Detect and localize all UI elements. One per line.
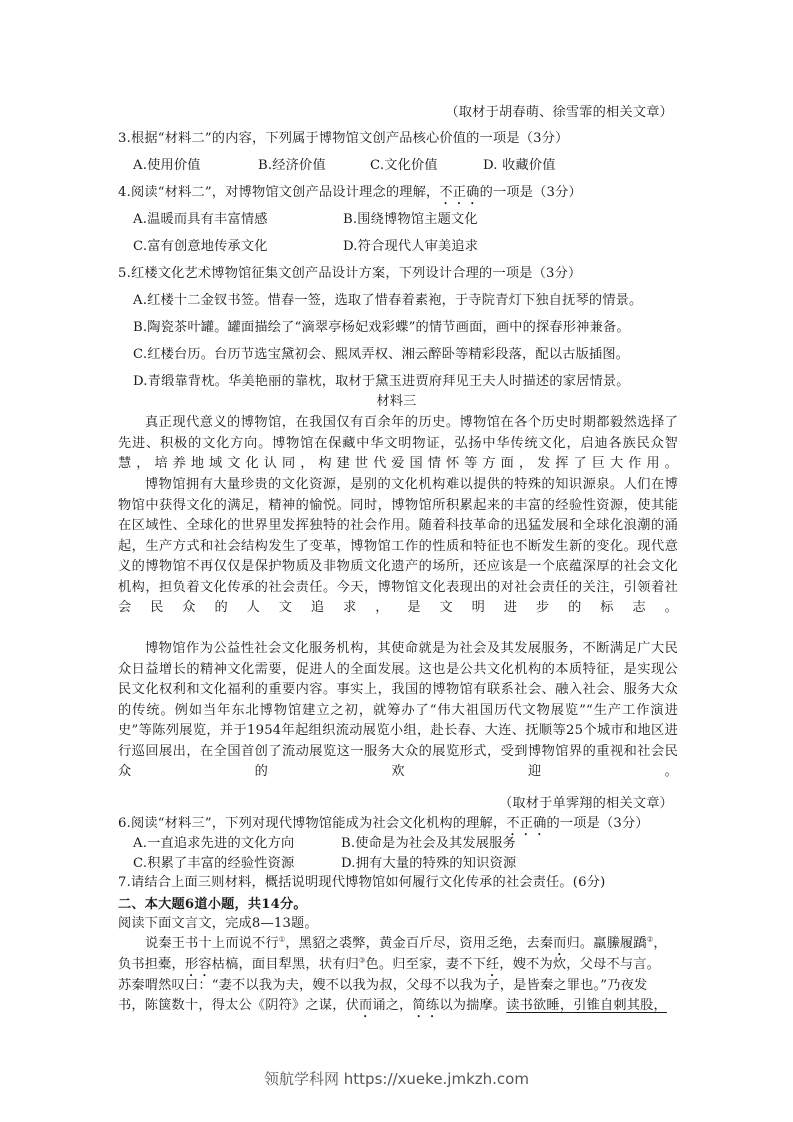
material3-source: （取材于单霁翔的相关文章） <box>498 796 673 811</box>
q5-option-a: A.红楼十二金钗书签。惜春一签，选取了惜春着素袍，于寺院青灯下独自抚琴的情景。 <box>133 293 643 308</box>
classical-text-line-4 <box>118 997 678 1021</box>
question-4-options-row2 <box>133 238 693 256</box>
material2-source: （取材于胡春萌、徐雪霏的相关文章） <box>445 105 673 120</box>
material3-title: 材料三 <box>376 394 417 409</box>
question-5-stem: 5.红楼文化艺术博物馆征集文创产品设计方案，下列设计合理的一项是（3分） <box>118 266 582 281</box>
text: 归。羸縢履蹻 <box>566 936 647 951</box>
q4-option-b: B.围绕博物馆主题文化 <box>343 212 478 227</box>
section-2-instruction: 阅读下面文言文，完成8—13题。 <box>118 916 318 931</box>
footnote-marker-2: ② <box>646 935 654 944</box>
q4-option-d: D.符合现代人审美追求 <box>343 239 479 254</box>
q5-option-c: C.红楼台历。台历节选宝黛初会、熙凤弄权、湘云醉卧等精彩段落，配以古版插图。 <box>133 347 630 362</box>
text: 枯槁，面目犁黑，状有归 <box>211 957 359 972</box>
footer-watermark: 领航学科网 https://xueke.jmkzh.com <box>264 1070 529 1088</box>
q6-option-d: D.拥有大量的特殊的知识资源 <box>341 856 517 871</box>
material3-paragraph-2: 博物馆拥有大量珍贵的文化资源，是别的文化机构难以提供的特殊的知识源泉。人们在博物馆中获得文化的满足，精神的愉悦。同时，博物馆所积累起来的丰富的经验性资源，使其能在区域性、全球化的世界里发挥独特的社会作用。随着科技革命的迅猛发展和全球化浪潮的涌起，生产方式和社会结构发生了变革，博物馆工作的性质和特征也不断发生新的变化。现代意义的博物馆不再仅仅是保护物质及非物质文化遗产的场所，还应该是一个底蕴深厚的社会文化机构，担负着文化传承的社会责任。今天，博物馆文化表现出的对社会责任的关注，引领着社会民众的人文追求，是文明进步的标志。 <box>118 477 678 615</box>
q6-option-b: B.使命是为社会及其发展服务 <box>341 836 516 851</box>
question-4-stem <box>118 184 678 208</box>
classical-text-line-3: 苏秦喟然叹曰：“妻不以我为夫，嫂不以我为叔，父母不以我为子，是皆秦之罪也。”乃夜发 <box>118 978 648 993</box>
question-4-options-row1 <box>133 211 693 229</box>
q3-option-a: A.使用价值 <box>133 158 201 173</box>
q3-option-d: D. 收藏价值 <box>483 158 556 173</box>
q4-stem-emphasis: 不正确 <box>439 185 480 200</box>
question-6-options-row2 <box>133 855 693 873</box>
q6-stem-post: 的一项是（3分） <box>546 816 649 831</box>
text: 以为揣摩。 <box>439 998 507 1013</box>
material3-paragraph-1: 真正现代意义的博物馆，在我国仅有百余年的历史。博物馆在各个历史时期都毅然选择了先进、积极的文化方向。博物馆在保藏中华文明物证，弘扬中华传统文化，启迪各族民众智慧，培养地域文化认同，构建世代爱国情怀等方面，发挥了巨大作用。 <box>118 415 678 471</box>
underlined-sentence: 读书欲睡，引锥自刺其股， <box>506 998 667 1013</box>
text: ， <box>653 936 667 951</box>
text: 说秦王书十上而说不行 <box>145 936 279 951</box>
emphasized-char: 而 <box>358 998 373 1013</box>
text: 诵之， <box>372 998 413 1013</box>
emphasized-char: 而 <box>553 936 567 951</box>
question-3-options <box>133 157 693 175</box>
emphasized-word: 形容 <box>184 957 212 972</box>
q5-option-d: D.青缎靠背枕。华美艳丽的靠枕，取材于黛玉进贾府拜见王夫人时描述的家居情景。 <box>133 374 630 389</box>
footnote-marker-3: ③ <box>358 956 366 965</box>
q4-option-a: A.温暖而具有丰富情感 <box>133 212 268 227</box>
footnote-marker-1: ① <box>278 935 286 944</box>
q6-option-a: A.一直追求先进的文化方向 <box>133 836 295 851</box>
text: ，黑貂之裘弊，黄金百斤尽，资用乏绝，去秦 <box>285 936 554 951</box>
q3-option-c: C.文化价值 <box>370 158 438 173</box>
q3-option-b: B.经济价值 <box>258 158 326 173</box>
section-2-heading: 二、本大题6道小题，共14分。 <box>118 897 307 912</box>
q4-stem-pre: 4.阅读“材料二”，对博物馆文创产品设计理念的理解， <box>118 185 440 200</box>
text: 色。归至家，妻不下 <box>365 957 486 972</box>
q6-stem-pre: 6.阅读“材料三”，下列对现代博物馆能成为社会文化机构的理解， <box>118 816 507 831</box>
question-7-stem: 7.请结合上面三则材料，概括说明现代博物馆如何履行文化传承的社会责任。(6分) <box>118 875 606 890</box>
q4-option-c: C.富有创意地传承文化 <box>133 239 268 254</box>
q4-stem-post: 的一项是（3分） <box>479 185 582 200</box>
question-6-options-row1 <box>133 835 693 853</box>
q6-option-c: C.积累了丰富的经验性资源 <box>133 856 295 871</box>
material3-paragraph-3: 博物馆作为公益性社会文化服务机构，其使命就是为社会及其发展服务，不断满足广大民众日益增长的精神文化需要，促进人的全面发展。这也是公共文化机构的本质特征，是实现公民文化权利和文化福利的重要内容。事实上，我国的博物馆有联系社会、融入社会、服务大众的传统。例如当年东北博物馆建立之初，就筹办了“伟大祖国历代文物展览”“生产工作演进史”等陈列展览，并于1954年起组织流动展览小组，赴长春、大连、抚顺等25个城市和地区进行巡回展出，在全国首创了流动展览这一服务大众的展览形式，受到博物馆界的重视和社会民众的欢迎。 <box>118 641 678 779</box>
q6-stem-emphasis: 不正确 <box>506 816 547 831</box>
text: 书，陈箧数十，得太公《阴符》之谋，伏 <box>118 998 359 1013</box>
emphasized-word: 简练 <box>412 998 440 1013</box>
text: ，嫂不为炊，父母不与言。 <box>499 957 661 972</box>
question-3-stem: 3.根据“材料二”的内容，下列属于博物馆文创产品核心价值的一项是（3分） <box>118 131 569 146</box>
emphasized-char: 纴 <box>485 957 500 972</box>
q5-option-b: B.陶瓷茶叶罐。罐面描绘了“滴翠亭杨妃戏彩蝶”的情节画面，画中的探春形神兼备。 <box>133 320 630 335</box>
text: 负书担橐， <box>118 957 185 972</box>
